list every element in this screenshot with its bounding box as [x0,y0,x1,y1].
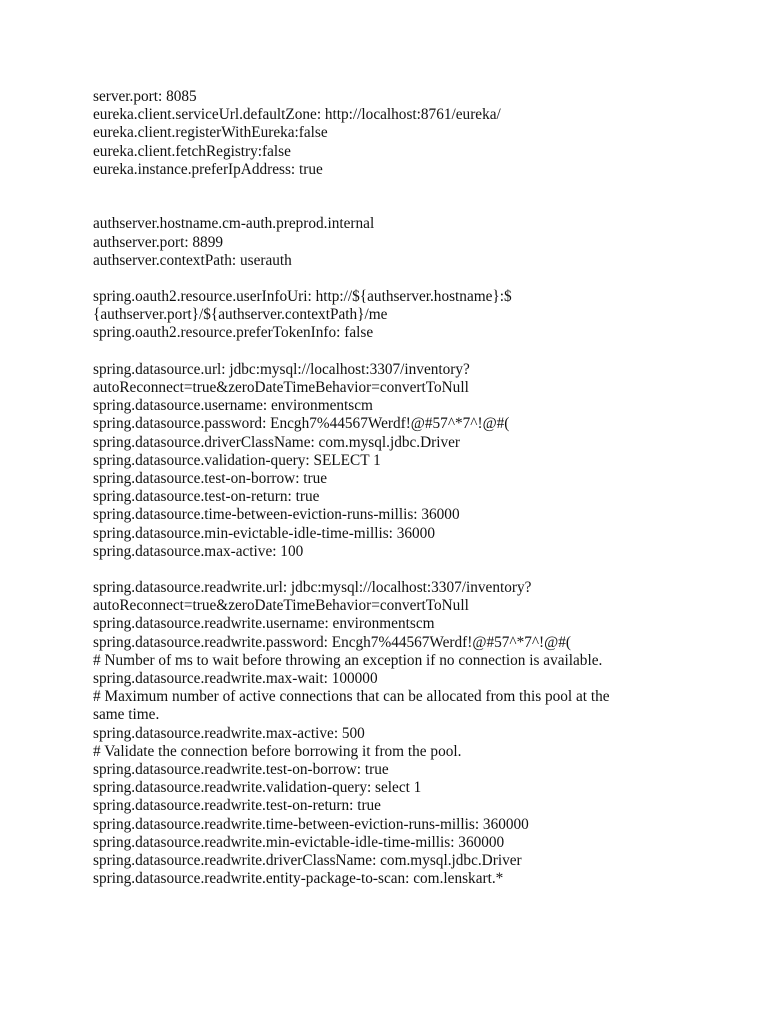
text-line: autoReconnect=true&zeroDateTimeBehavior=convertToNull [93,597,469,615]
comment-line: # Validate the connection before borrowing it from the pool. [93,742,462,760]
text-line: spring.datasource.max-active: 100 [93,542,304,560]
text-line: server.port: 8085 [93,88,197,105]
text-line: {authserver.port}/${authserver.contextPath}/me [93,306,388,324]
text-line: spring.datasource.driverClassName: com.mysql.jdbc.Driver [93,433,461,451]
text-line: spring.datasource.readwrite.max-wait: 100000 [93,670,378,688]
oauth2-config-block [93,288,693,343]
text-line: spring.datasource.readwrite.min-evictable-idle-time-millis: 360000 [93,833,505,851]
text-line: spring.datasource.readwrite.test-on-borrow: true [93,760,389,778]
comment-line: same time. [93,706,160,724]
text-line: spring.datasource.readwrite.username: environmentscm [93,615,435,633]
text-line: spring.datasource.time-between-eviction-runs-millis: 36000 [93,506,460,524]
text-line: spring.datasource.url: jdbc:mysql://localhost:3307/inventory? [93,360,470,378]
text-line: spring.datasource.readwrite.entity-package-to-scan: com.lenskart.* [93,870,504,888]
text-line: spring.datasource.readwrite.time-between-eviction-runs-millis: 360000 [93,815,529,833]
text-line: authserver.port: 8899 [93,233,223,251]
text-line: spring.datasource.readwrite.max-active: 500 [93,724,365,742]
blank-space [93,179,693,215]
text-line: spring.datasource.validation-query: SELECT 1 [93,451,381,469]
text-line: authserver.contextPath: userauth [93,251,292,269]
text-line: spring.datasource.readwrite.test-on-return: true [93,797,381,815]
text-line: autoReconnect=true&zeroDateTimeBehavior=convertToNull [93,379,469,397]
text-line: spring.oauth2.resource.preferTokenInfo: false [93,324,374,342]
blank-space [93,561,693,579]
text-line: spring.datasource.password: Encgh7%44567Werdf!@#57^*7^!@#( [93,415,510,433]
text-line: eureka.client.serviceUrl.defaultZone: http://localhost:8761/eureka/ [93,106,501,124]
text-line: spring.datasource.readwrite.validation-query: select 1 [93,779,422,797]
document-body [93,88,693,888]
comment-line: # Number of ms to wait before throwing an exception if no connection is available. [93,651,603,669]
text-line: eureka.client.fetchRegistry:false [93,142,291,160]
text-line: spring.datasource.username: environmentscm [93,397,373,415]
comment-line: # Maximum number of active connections that can be allocated from this pool at the [93,688,610,706]
text-line: eureka.instance.preferIpAddress: true [93,160,323,178]
text-line: spring.datasource.test-on-return: true [93,488,320,506]
text-line: spring.datasource.readwrite.url: jdbc:mysql://localhost:3307/inventory? [93,579,532,597]
text-line: spring.datasource.min-evictable-idle-time-millis: 36000 [93,524,435,542]
eureka-config-block [93,88,693,179]
blank-space [93,270,693,288]
text-line: authserver.hostname.cm-auth.preprod.internal [93,215,375,233]
authserver-config-block [93,215,693,270]
text-line: spring.oauth2.resource.userInfoUri: http://${authserver.hostname}:$ [93,288,512,306]
datasource-readwrite-config-block [93,579,693,888]
blank-space [93,343,693,361]
datasource-config-block [93,361,693,561]
text-line: spring.datasource.readwrite.driverClassName: com.mysql.jdbc.Driver [93,851,522,869]
text-line: spring.datasource.readwrite.password: Encgh7%44567Werdf!@#57^*7^!@#( [93,633,571,651]
text-line: eureka.client.registerWithEureka:false [93,124,328,142]
text-line: spring.datasource.test-on-borrow: true [93,469,328,487]
